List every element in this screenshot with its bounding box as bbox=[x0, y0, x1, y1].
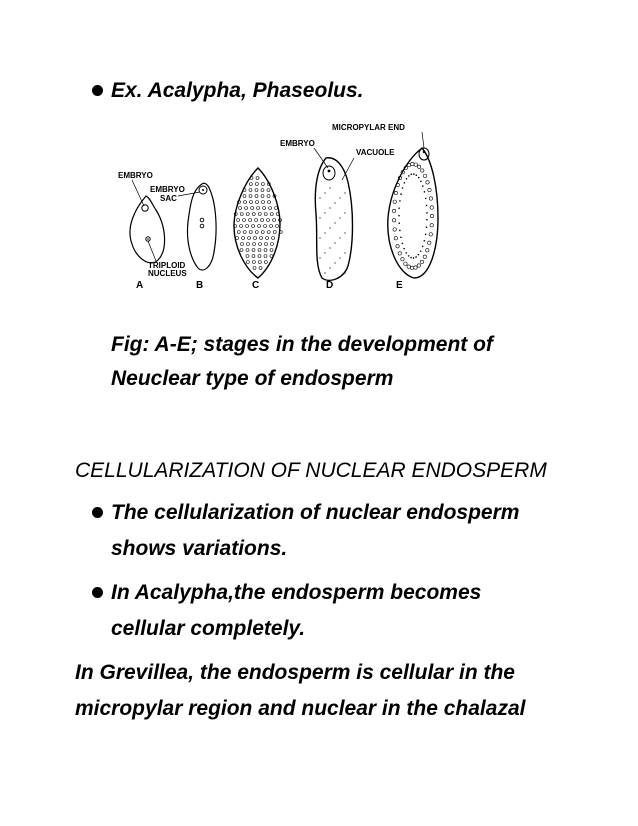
stage-c-embryo-sac bbox=[234, 168, 283, 278]
label-embryo-top: EMBRYO bbox=[280, 139, 315, 148]
label-embryo-sac-1: EMBRYO bbox=[150, 185, 185, 194]
label-stage-c: C bbox=[252, 280, 260, 291]
label-embryo-left: EMBRYO bbox=[118, 171, 153, 180]
label-triploid-1: TRIPLOID bbox=[148, 261, 186, 270]
bullet-2-line-2: cellular completely. bbox=[111, 617, 306, 640]
figure-caption-line-1: Fig: A-E; stages in the development of bbox=[111, 333, 493, 356]
paragraph-line-2: micropylar region and nuclear in the chalazal bbox=[75, 697, 526, 720]
label-triploid-2: NUCLEUS bbox=[148, 269, 187, 278]
label-embryo-sac-2: SAC bbox=[160, 194, 177, 203]
example-text: Ex. Acalypha, Phaseolus. bbox=[111, 79, 364, 102]
bullet-2-line-1: In Acalypha,the endosperm becomes bbox=[111, 581, 482, 604]
bullet-dot bbox=[92, 85, 103, 96]
section-heading: CELLULARIZATION OF NUCLEAR ENDOSPERM bbox=[75, 459, 547, 482]
bullet-1-line-2: shows variations. bbox=[111, 537, 288, 560]
bullet-dot bbox=[92, 587, 103, 598]
label-micropylar-end: MICROPYLAR END bbox=[332, 123, 405, 132]
paragraph-line-1: In Grevillea, the endosperm is cellular in the bbox=[75, 661, 515, 684]
label-stage-a: A bbox=[136, 280, 144, 291]
bullet-dot bbox=[92, 507, 103, 518]
figure-caption-line-2: Neuclear type of endosperm bbox=[111, 367, 394, 390]
stage-b-embryo-sac bbox=[178, 183, 216, 270]
label-stage-b: B bbox=[196, 280, 204, 291]
stage-e-embryo-sac bbox=[388, 132, 438, 278]
stage-d-embryo-sac bbox=[314, 148, 354, 280]
label-stage-d: D bbox=[326, 280, 334, 291]
endosperm-figure bbox=[104, 118, 444, 298]
label-stage-e: E bbox=[396, 280, 403, 291]
label-vacuole: VACUOLE bbox=[356, 148, 395, 157]
bullet-1-line-1: The cellularization of nuclear endosperm bbox=[111, 501, 520, 524]
